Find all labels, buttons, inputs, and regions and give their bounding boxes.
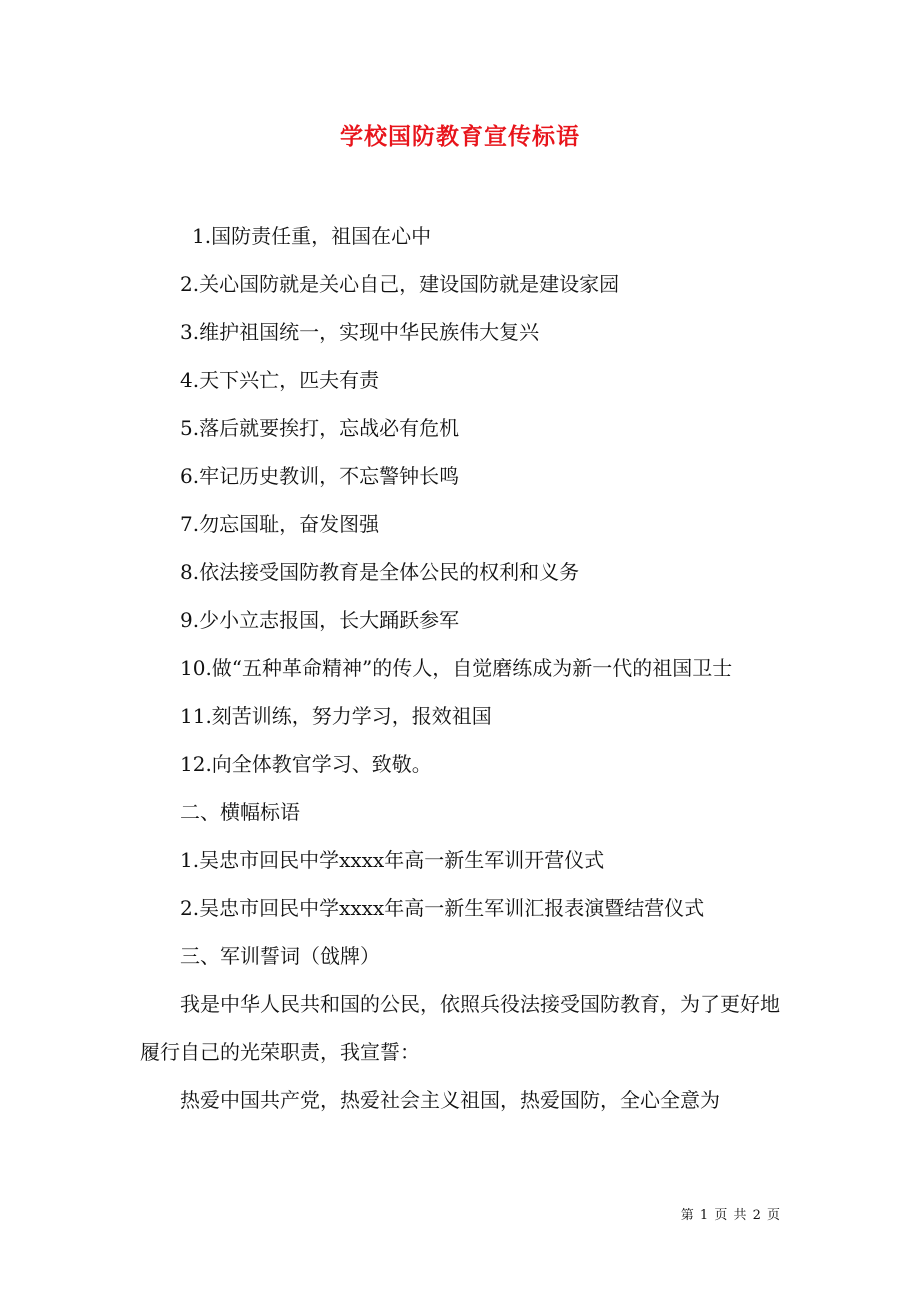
page-footer: 第 1 页 共 2 页: [680, 1208, 781, 1223]
slogan-8: 8.依法接受国防教育是全体公民的权利和义务: [180, 560, 580, 584]
slogan-1: 1.国防责任重，祖国在心中: [192, 224, 432, 248]
slogan-5: 5.落后就要挨打，忘战必有危机: [180, 416, 460, 440]
slogan-3: 3.维护祖国统一，实现中华民族伟大复兴: [180, 320, 540, 344]
page-title: 学校国防教育宣传标语: [340, 123, 580, 150]
banner-1: 1.吴忠市回民中学xxxx年高一新生军训开营仪式: [180, 848, 605, 872]
slogan-7: 7.勿忘国耻，奋发图强: [180, 512, 380, 536]
oath-paragraph-1: 我是中华人民共和国的公民，依照兵役法接受国防教育，为了更好地履行自己的光荣职责，我宣誓：: [140, 992, 780, 1064]
slogan-11: 11.刻苦训练，努力学习，报效祖国: [180, 704, 492, 728]
document-body: [140, 212, 780, 1124]
banner-2: 2.吴忠市回民中学xxxx年高一新生军训汇报表演暨结营仪式: [180, 896, 705, 920]
slogan-10: 10.做“五种革命精神”的传人，自觉磨练成为新一代的祖国卫士: [180, 656, 733, 680]
slogan-6: 6.牢记历史教训，不忘警钟长鸣: [180, 464, 460, 488]
slogan-2: 2.关心国防就是关心自己，建设国防就是建设家园: [180, 272, 620, 296]
section-heading-oath: 三、军训誓词（戗牌）: [180, 944, 380, 968]
slogan-4: 4.天下兴亡，匹夫有责: [180, 368, 380, 392]
oath-paragraph-2: 热爱中国共产党，热爱社会主义祖国，热爱国防，全心全意为: [180, 1088, 720, 1112]
slogan-9: 9.少小立志报国，长大踊跃参军: [180, 608, 460, 632]
slogan-12: 12.向全体教官学习、致敬。: [180, 752, 432, 776]
section-heading-banners: 二、横幅标语: [180, 800, 300, 824]
